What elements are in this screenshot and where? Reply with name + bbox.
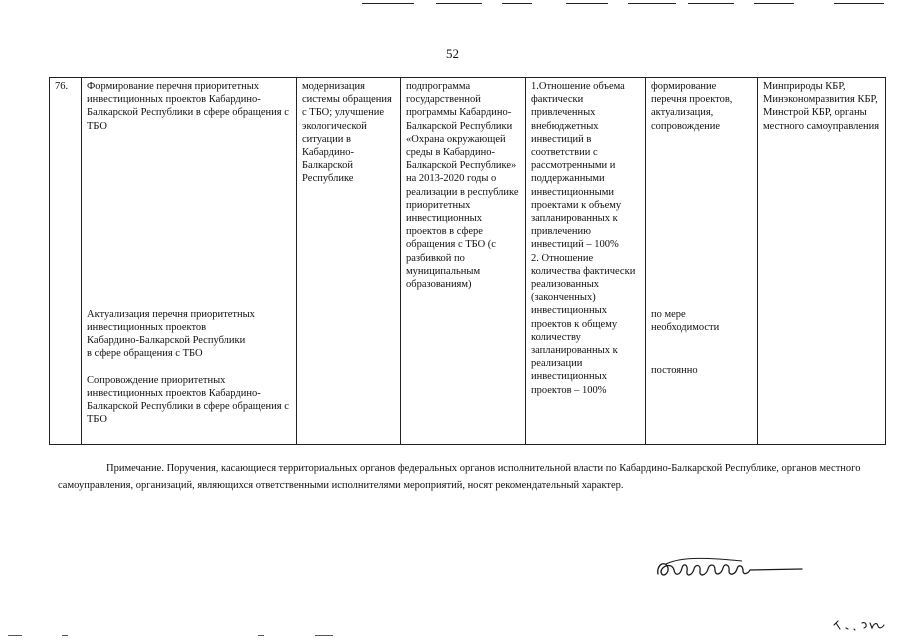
measures-table: [49, 77, 886, 445]
measure-text-support: Сопровождение приоритетных инвестиционных проектов Кабардино-Балкарской Республики в сфере обращения с ТБО: [87, 374, 289, 426]
measure-text-actualization: Актуализация перечня приоритетных инвестиционных проектов Кабардино-Балкарской Республики в сфере обращения с ТБО: [87, 308, 255, 360]
handwritten-signature: [652, 552, 822, 586]
goal-text: модернизация системы обращения с ТБО; улучшение экологической ситуации в Кабардино-Балкарской Республике: [302, 81, 392, 185]
executors-cell: [758, 78, 886, 445]
source-text: подпрограмма государственной программы Кабардино-Балкарской Республики «Охрана окружающей среды в Кабардино-Балкарской Республике» на 2013-2020 годы о реализации в республике приоритетных инвестиционных проектов в сфере обращения с ТБО (с разбивкой по муниципальным образованиям): [406, 81, 519, 291]
measure-text-formation: Формирование перечня приоритетных инвестиционных проектов Кабардино-Балкарской Республики в сфере обращения с ТБО: [87, 81, 289, 132]
goal-cell: [297, 78, 401, 445]
term-text-constantly: постоянно: [651, 365, 698, 377]
row-number-cell: [50, 78, 82, 445]
table-row: [50, 78, 886, 445]
top-scan-rules: [0, 0, 905, 8]
indicators-text: 1.Отношение объема фактически привлеченных внебюджетных инвестиций в соответствии с рассмотренными и поддержанными инвестиционными проектами к объему запланированных к привлечению инвестиций – 100% 2. Отношение количества фактически реализованных (законченных) инвестиционных проектов к общему количеству запланированных к реализации инвестиционных проектов – 100%: [531, 81, 636, 396]
term-cell: [646, 78, 758, 445]
term-text-as-needed: по мере необходимости: [651, 308, 720, 334]
source-cell: [401, 78, 526, 445]
bottom-scan-specks: [0, 630, 905, 640]
indicators-cell: [526, 78, 646, 445]
footnote: Примечание. Поручения, касающиеся территориальных органов федеральных органов исполнительной власти по Кабардино-Балкарской Республике, органов местного самоуправления, организаций, являющихся ответственными исполнителями мероприятий, носят рекомендательный характер.: [58, 463, 861, 491]
row-number: 76.: [55, 81, 69, 92]
measure-cell: [82, 78, 297, 445]
executors-text: Минприроды КБР, Минэкономразвития КБР, Минстрой КБР, органы местного самоуправления: [763, 81, 880, 132]
term-text-formation: формирование перечня проектов, актуализация, сопровождение: [651, 81, 733, 132]
page-number: 52: [446, 46, 459, 61]
